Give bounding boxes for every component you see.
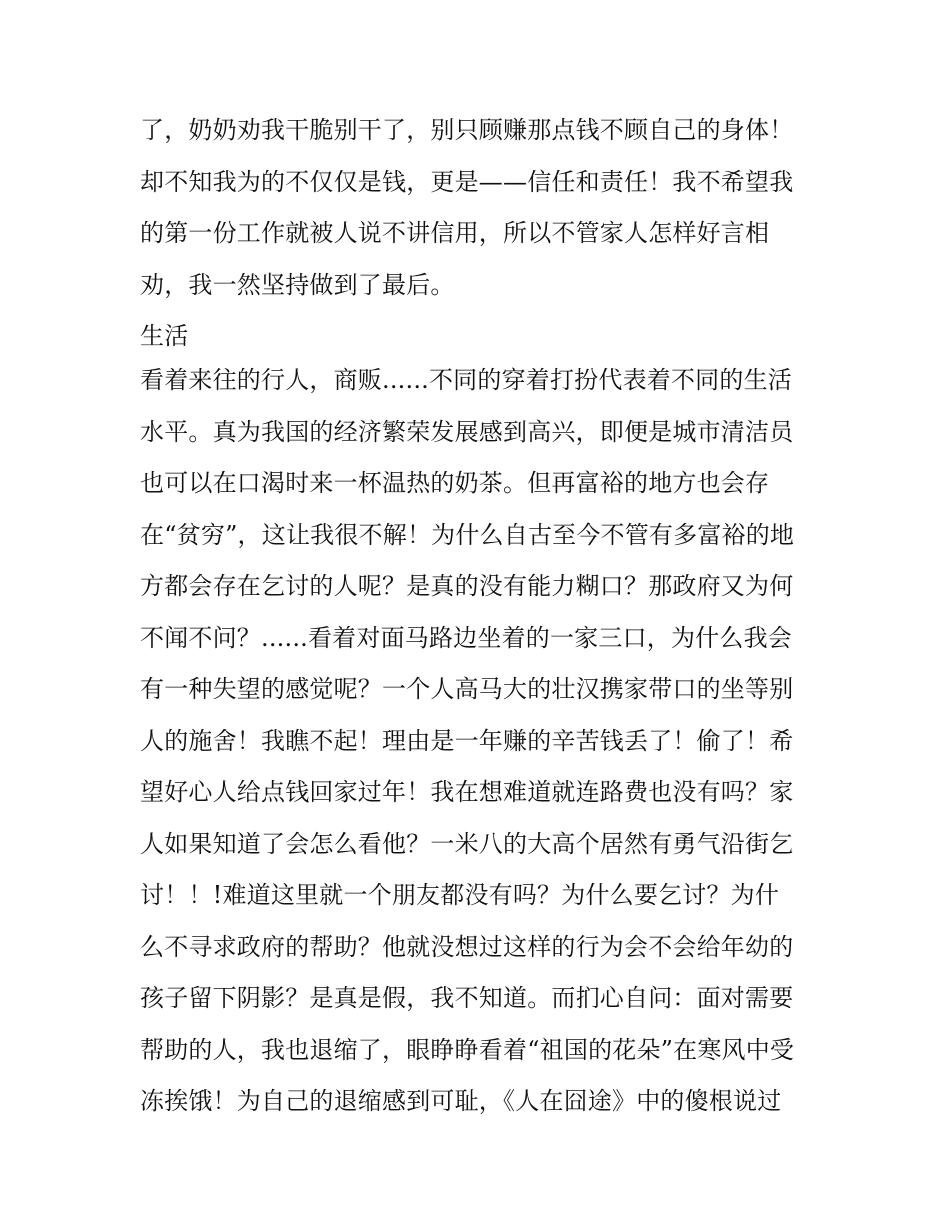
text-line: 却不知我为的不仅仅是钱，更是——信任和责任！我不希望我	[140, 167, 794, 196]
text-line: 不闻不问？......看着对面马路边坐着的一家三口，为什么我会	[140, 623, 792, 652]
text-line: 也可以在口渴时来一杯温热的奶茶。但再富裕的地方也会存	[140, 469, 770, 497]
text-line: 讨！！!难道这里就一个朋友都没有吗？为什么要乞讨？为什	[140, 881, 780, 909]
text-line: 看着来往的行人，商贩......不同的穿着打扮代表着不同的生活	[140, 366, 792, 394]
text-line: 在“贫穷”，这让我很不解！为什么自古至今不管有多富裕的地	[140, 520, 795, 549]
text-line: 方都会存在乞讨的人呢？是真的没有能力糊口？那政府又为何	[140, 572, 794, 600]
body-text	[140, 110, 820, 1133]
text-line: 有一种失望的感觉呢？一个人高马大的壮汉携家带口的坐等别	[140, 675, 794, 703]
section-heading: 生活	[140, 322, 189, 350]
text-line: 的第一份工作就被人说不讲信用，所以不管家人怎样好言相	[140, 219, 770, 247]
text-line: 望好心人给点钱回家过年！我在想难道就连路费也没有吗？家	[140, 778, 794, 806]
text-line: 人如果知道了会怎么看他？一米八的大高个居然有勇气沿街乞	[140, 829, 794, 858]
text-line: 了，奶奶劝我干脆别干了，别只顾赚那点钱不顾自己的身体！	[140, 116, 794, 144]
text-line: 冻挨饿！为自己的退缩感到可耻，《人在囧途》中的傻根说过	[140, 1087, 782, 1115]
text-line: 帮助的人，我也退缩了，眼睁睁看着“祖国的花朵”在寒风中受	[140, 1035, 795, 1064]
text-line: 么不寻求政府的帮助？他就没想过这样的行为会不会给年幼的	[140, 932, 794, 961]
text-line: 人的施舍！我瞧不起！理由是一年赚的辛苦钱丢了！偷了！希	[140, 726, 794, 755]
text-line: 孩子留下阴影？是真是假，我不知道。而扪心自问：面对需要	[140, 984, 794, 1012]
text-line: 水平。真为我国的经济繁荣发展感到高兴，即便是城市清洁员	[140, 417, 794, 446]
text-line: 劝，我一然坚持做到了最后。	[140, 270, 455, 299]
